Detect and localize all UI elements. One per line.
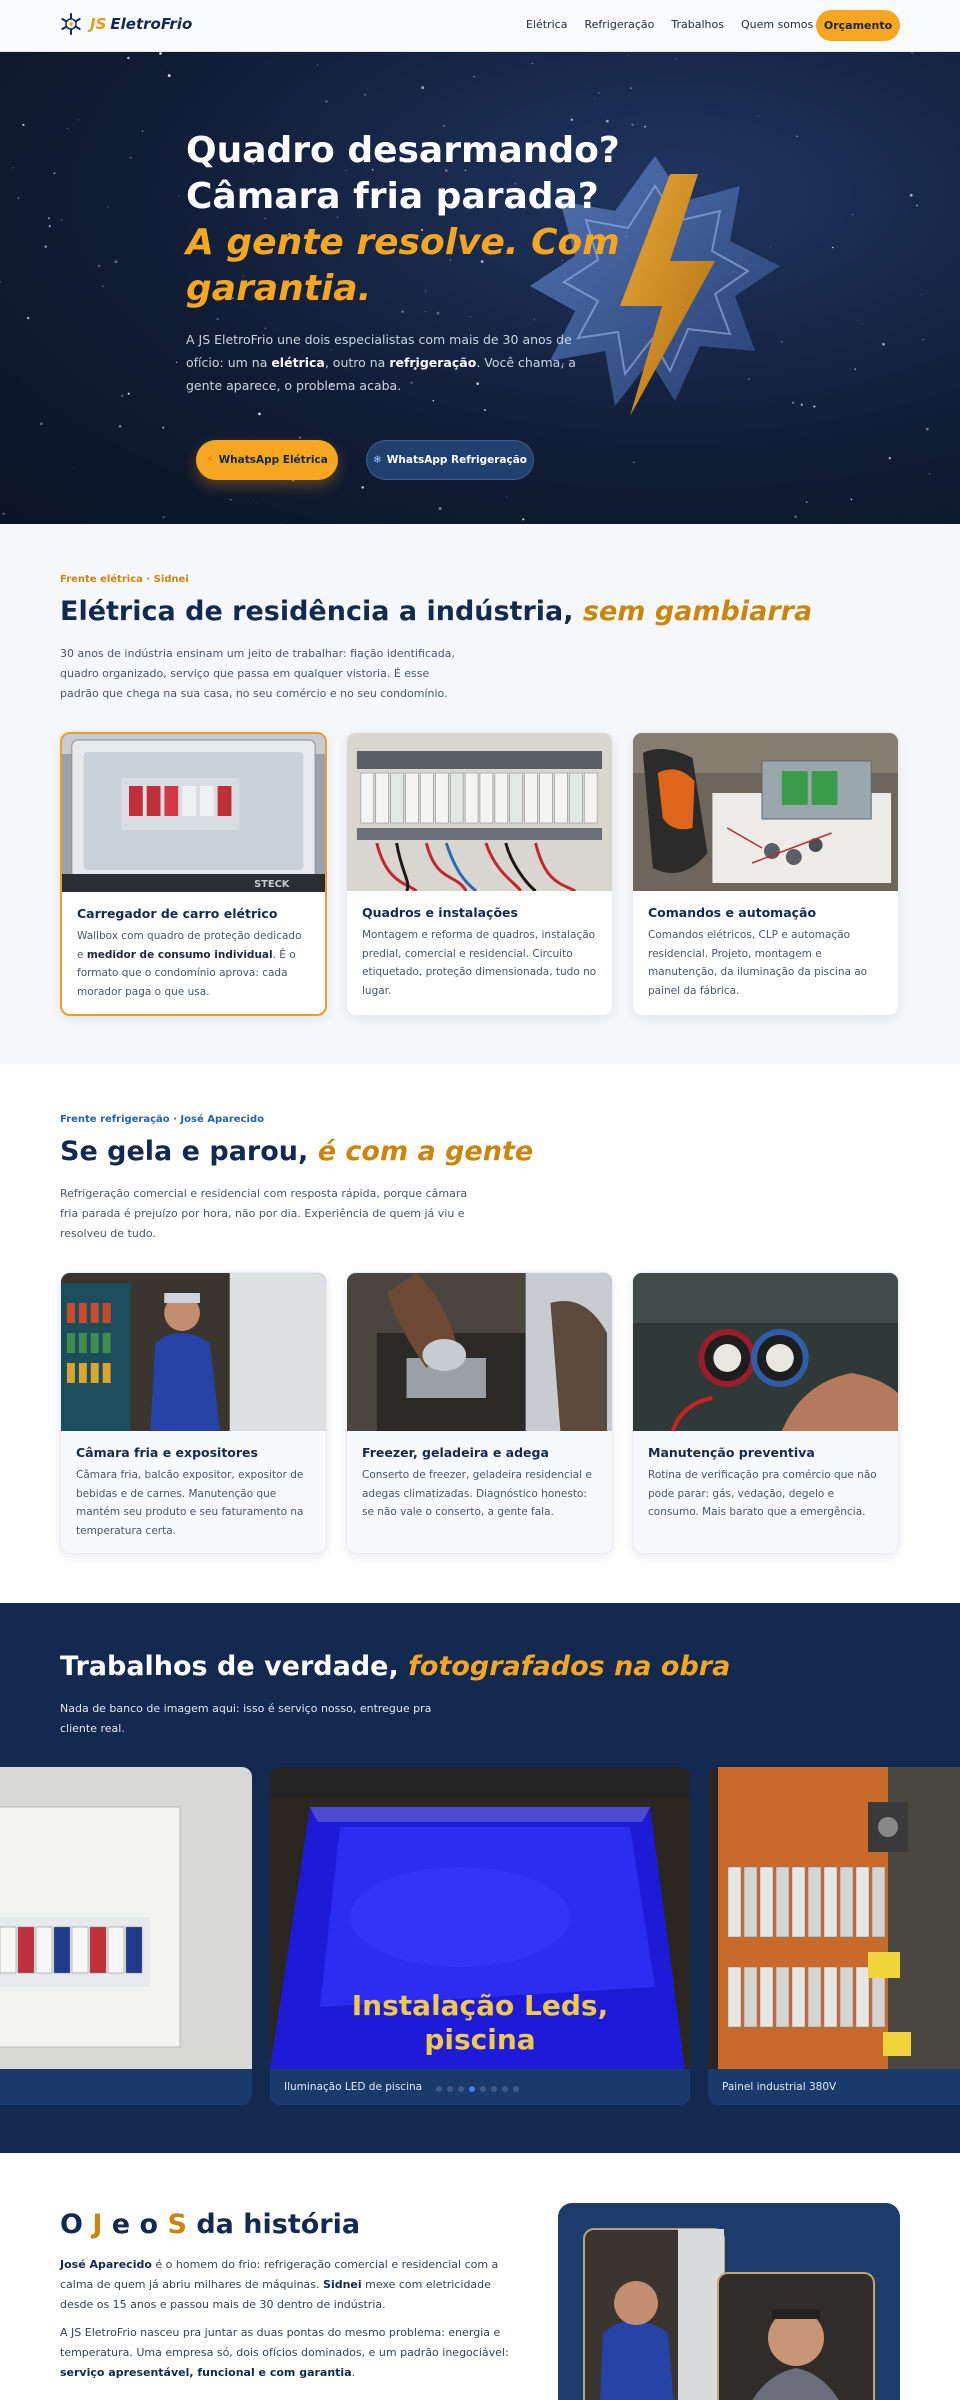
card-text: Rotina de verificação pra comércio que não pode parar: gás, vedação, degelo e consumo. Mais barato que a emergência. bbox=[648, 1469, 877, 1518]
breaker-panel-photo bbox=[347, 733, 612, 891]
founders-photos bbox=[558, 2203, 900, 2400]
carousel-dot[interactable] bbox=[447, 2086, 453, 2092]
piscina-overlay-line2: piscina bbox=[424, 2023, 536, 2056]
refrigeracao-lead: Refrigeração comercial e residencial com resposta rápida, porque câmara fria parada é prejuízo por hora, não por dia. Experiência de quem já viu e resolveu de tudo. bbox=[60, 1187, 468, 1240]
eletrica-lead: 30 anos de indústria ensinam um jeito de trabalhar: fiação identificada, quadro organizado, serviço que passa em qualquer vistoria. É esse padrão que chega na sua casa, no seu comércio e no seu condomínio. bbox=[60, 647, 455, 700]
nav-link-trabalhos[interactable]: Trabalhos bbox=[671, 18, 724, 31]
carousel-dot[interactable] bbox=[458, 2086, 464, 2092]
freezer-repair-photo bbox=[347, 1273, 612, 1431]
nav-link-quem-somos[interactable]: Quem somos bbox=[740, 18, 814, 31]
slide-caption bbox=[0, 2069, 252, 2105]
whatsapp-refrigeracao-button[interactable]: ❄ WhatsApp Refrigeração bbox=[366, 440, 534, 480]
card-title: Comandos e automação bbox=[648, 905, 817, 920]
eletrica-title: Elétrica de residência a indústria, sem gambiarra bbox=[60, 596, 813, 627]
carousel-dot[interactable] bbox=[491, 2086, 497, 2092]
card-quadros-instalacoes[interactable] bbox=[346, 732, 613, 1016]
orcamento-button[interactable]: Orçamento bbox=[816, 10, 900, 41]
nav-links bbox=[526, 18, 813, 31]
historia-photo-panel bbox=[558, 2203, 900, 2400]
painel-industrial-photo bbox=[708, 1767, 960, 2069]
card-manutencao-preventiva[interactable] bbox=[632, 1272, 899, 1554]
trabalhos-lead: Nada de banco de imagem aqui: isso é serviço nosso, entregue pra cliente real. bbox=[60, 1702, 432, 1735]
hero-title-highlight: A gente resolve. Com garantia. bbox=[186, 222, 620, 309]
eletrica-section bbox=[0, 524, 960, 1064]
card-title: Carregador de carro elétrico bbox=[77, 906, 278, 921]
hero-title: Quadro desarmando? Câmara fria parada? A gente resolve. Com garantia. bbox=[186, 130, 620, 309]
card-camara-fria[interactable] bbox=[60, 1272, 327, 1554]
top-navbar bbox=[0, 0, 960, 52]
slide-caption: Iluminação LED de piscina bbox=[270, 2069, 690, 2105]
slide-painel-industrial[interactable] bbox=[708, 1767, 960, 2105]
slide-caption: Painel industrial 380V bbox=[708, 2069, 960, 2105]
carousel-dots bbox=[436, 2086, 519, 2092]
card-title: Manutenção preventiva bbox=[648, 1445, 815, 1460]
quadro-photo bbox=[0, 1767, 252, 2069]
logo[interactable] bbox=[60, 13, 192, 35]
card-text: Montagem e reforma de quadros, instalação predial, comercial e residencial. Circuito etiquetado, proteção dimensionada, tudo no lugar. bbox=[362, 929, 597, 997]
bolt-icon: ⚡ bbox=[206, 454, 214, 466]
hero-lead: A JS EletroFrio une dois especialistas com mais de 30 anos de ofício: um na elétrica, outro na refrigeração. Você chama, a gente aparece, o problema acaba. bbox=[186, 332, 576, 393]
refrigeracao-title: Se gela e parou, é com a gente bbox=[60, 1136, 534, 1167]
carousel-dot[interactable] bbox=[513, 2086, 519, 2092]
eletrica-eyebrow: Frente elétrica · Sidnei bbox=[60, 574, 189, 585]
trabalhos-section bbox=[0, 1603, 960, 2153]
steck-label: STECK bbox=[254, 878, 290, 891]
trabalhos-title: Trabalhos de verdade, fotografados na obra bbox=[60, 1651, 731, 1682]
nav-link-refrigeracao[interactable]: Refrigeração bbox=[584, 18, 655, 31]
nav-link-eletrica[interactable]: Elétrica bbox=[526, 18, 568, 31]
carousel-dot[interactable] bbox=[480, 2086, 486, 2092]
card-text: Câmara fria, balcão expositor, expositor de bebidas e de carnes. Manutenção que mantém seu produto e seu faturamento na temperatura certa. bbox=[76, 1469, 304, 1537]
piscina-led-photo bbox=[270, 1767, 690, 2069]
piscina-overlay-line1: Instalação Leds, bbox=[351, 1989, 609, 2022]
refrigeracao-eyebrow: Frente refrigeração · José Aparecido bbox=[60, 1114, 264, 1125]
cold-room-technician-photo bbox=[61, 1273, 326, 1431]
card-text: Wallbox com quadro de proteção dedicado e medidor de consumo individual. É o formato que o condomínio aprova: cada morador paga o que usa. bbox=[77, 930, 302, 998]
historia-title: O J e o S da história bbox=[60, 2209, 361, 2240]
card-freezer-geladeira[interactable] bbox=[346, 1272, 613, 1554]
manifold-gauges-photo bbox=[633, 1273, 898, 1431]
hero-section bbox=[0, 52, 960, 524]
logo-text: JS EletroFrio bbox=[90, 15, 193, 33]
card-comandos-automacao[interactable] bbox=[632, 732, 899, 1016]
card-carregador-eletrico[interactable] bbox=[60, 732, 327, 1016]
card-title: Quadros e instalações bbox=[362, 905, 518, 920]
card-text: Comandos elétricos, CLP e automação residencial. Projeto, montagem e manutenção, da iluminação da piscina ao painel da fábrica. bbox=[648, 929, 868, 997]
snowflake-bolt-logo-icon bbox=[60, 13, 82, 35]
card-title: Freezer, geladeira e adega bbox=[362, 1445, 549, 1460]
carousel-dot[interactable] bbox=[502, 2086, 508, 2092]
historia-paragraph-2: A JS EletroFrio nasceu pra juntar as duas pontas do mesmo problema: energia e temperatura. Uma empresa só, dois ofícios dominados, e um padrão inegociável: serviço apresentável, funcional e com garantia. bbox=[60, 2326, 509, 2379]
carousel-dot[interactable] bbox=[436, 2086, 442, 2092]
historia-paragraph-1: José Aparecido é o homem do frio: refrigeração comercial e residencial com a calma de quem já abriu milhares de máquinas. Sidnei mexe com eletricidade desde os 15 anos e passou mais de 30 dentro de indústria. bbox=[60, 2258, 499, 2311]
card-title: Câmara fria e expositores bbox=[76, 1445, 258, 1460]
refrigeracao-section bbox=[0, 1064, 960, 1603]
slide-quadro[interactable] bbox=[0, 1767, 252, 2105]
card-text: Conserto de freezer, geladeira residencial e adegas climatizadas. Diagnóstico honesto: se não vale o conserto, a gente fala. bbox=[362, 1469, 592, 1518]
slide-piscina[interactable] bbox=[270, 1767, 690, 2105]
wallbox-panel-photo bbox=[62, 734, 325, 892]
whatsapp-eletrica-button[interactable]: ⚡ WhatsApp Elétrica bbox=[196, 440, 338, 480]
snowflake-icon: ❄ bbox=[372, 454, 382, 466]
carousel-dot[interactable] bbox=[469, 2086, 475, 2092]
automation-bench-photo bbox=[633, 733, 898, 891]
